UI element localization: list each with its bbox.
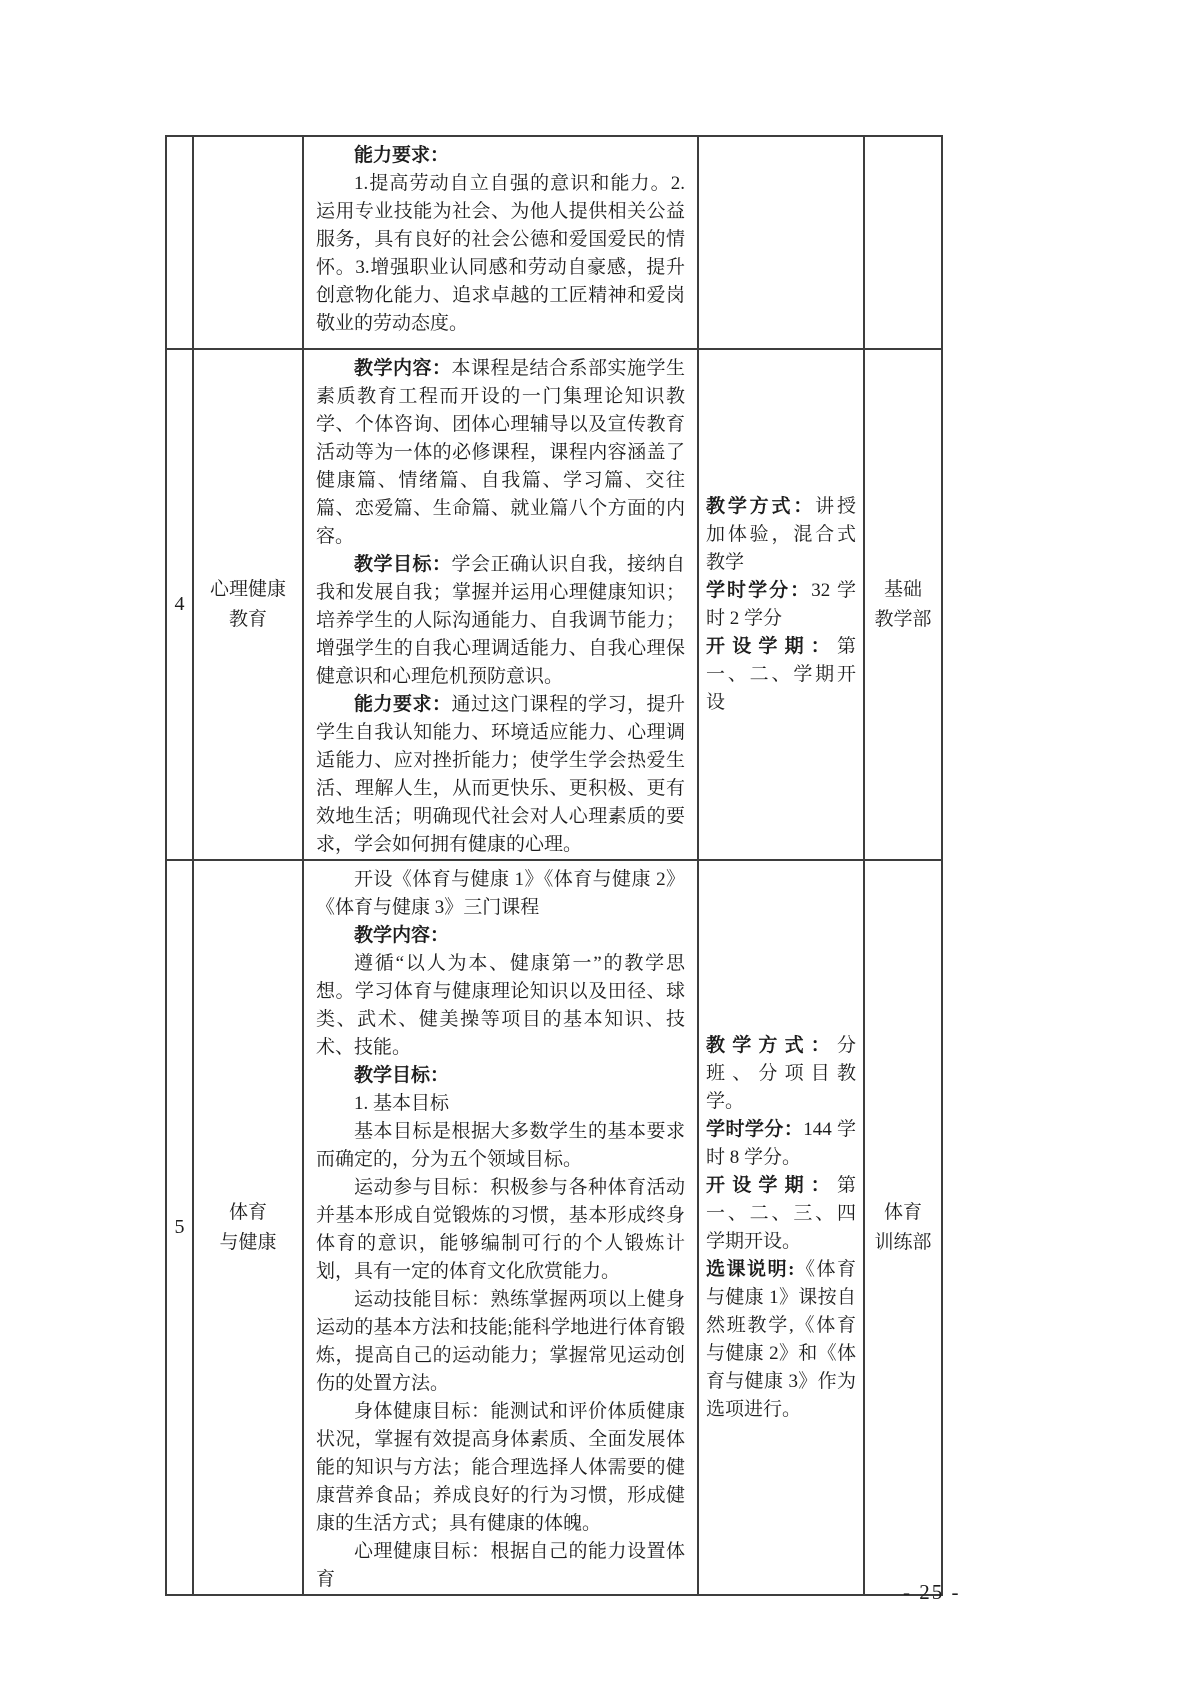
paragraph-label: 能力要求： [354,145,450,166]
row-number: 4 [174,593,185,615]
paragraph-text: 身体健康目标：能测试和评价体质健康状况，掌握有效提高身体素质、全面发展体能的知识与方法；能合理选择人体需要的健康营养食品；养成良好的行为习惯，形成健康的生活方式；具有健康的体魄。 [316,1401,685,1534]
content-paragraph [316,1174,685,1286]
department-line: 基础 [883,578,922,600]
row-seq-cell [166,349,193,860]
course-detail-cell [303,349,698,860]
course-name-cell [193,860,303,1595]
course-selection-note [706,1256,856,1424]
semester-item [706,1172,856,1256]
department-line: 体育 [883,1201,922,1223]
method-label: 开设学期： [706,635,837,657]
content-paragraph [316,1118,685,1174]
course-row-4 [166,349,942,860]
method-label: 学时学分： [706,1118,804,1140]
content-paragraph [316,1062,685,1090]
department-cell [864,349,942,860]
paragraph-label: 教学目标： [354,554,452,575]
content-paragraph [316,1398,685,1538]
method-label: 教学方式： [706,495,816,517]
paragraph-text: 本课程是结合系部实施学生素质教育工程而开设的一门集理论知识教学、个体咨询、团体心理辅导以及宣传教育活动等为一体的必修课程，课程内容涵盖了健康篇、情绪篇、自我篇、学习篇、交往篇、恋爱篇、生命篇、就业篇八个方面的内容。 [316,358,685,547]
content-paragraph [316,1090,685,1118]
content-paragraph [316,950,685,1062]
row-seq-cell [166,860,193,1595]
department-cell [864,860,942,1595]
course-name-line: 心理健康 [209,578,286,600]
paragraph-text: 1.提高劳动自立自强的意识和能力。2.运用专业技能为社会、为他人提供相关公益服务，具有良好的社会公德和爱国爱民的情怀。3.增强职业认同感和劳动自豪感，提升创意物化能力、追求卓越的工匠精神和爱岗敬业的劳动态度。 [316,173,685,334]
method-label: 学时学分： [706,579,812,601]
content-paragraph [316,1286,685,1398]
method-text: 第一、二、三、四学期开设。 [706,1174,856,1252]
paragraph-text: 运动技能目标：熟练掌握两项以上健身运动的基本方法和技能;能科学地进行体育锻炼，提高自己的运动能力；掌握常见运动创伤的处置方法。 [316,1289,685,1394]
method-text: 讲授加体验，混合式教学 [706,495,856,573]
hours-credits-item [706,577,856,633]
paragraph-label: 教学内容： [354,358,452,379]
teaching-info-cell [698,136,864,349]
department-line: 训练部 [874,1231,932,1253]
paragraph-text: 心理健康目标：根据自己的能力设置体育 [316,1541,685,1590]
paragraph-label: 教学目标： [354,1065,450,1086]
method-item [706,493,856,577]
method-text: 32 学时 2 学分 [706,579,856,629]
method-text: 分班、分项目教学。 [706,1034,856,1112]
method-label: 教学方式： [706,1034,837,1056]
semester-item [706,633,856,717]
curriculum-table [165,135,943,1596]
paragraph-text: 学会正确认识自我，接纳自我和发展自我；掌握并运用心理健康知识；培养学生的人际沟通能力、自我调节能力；增强学生的自我心理调适能力、自我心理保健意识和心理危机预防意识。 [316,554,685,687]
course-detail-cell [303,860,698,1595]
content-paragraph [316,1538,685,1594]
method-text: 第一、二、学期开设 [706,635,856,713]
row-seq-cell [166,136,193,349]
content-paragraph [316,866,685,922]
method-text: 《体育与健康 1》课按自然班教学,《体育与健康 2》和《体育与健康 3》作为选项进行。 [706,1258,856,1420]
method-label: 开设学期： [706,1174,837,1196]
method-label: 选课说明: [706,1258,795,1280]
content-paragraph [316,170,685,338]
paragraph-text: 遵循“以人为本、健康第一”的教学思想。学习体育与健康理论知识以及田径、球类、武术、健美操等项目的基本知识、技术、技能。 [316,953,685,1058]
paragraph-text: 运动参与目标：积极参与各种体育活动并基本形成自觉锻炼的习惯，基本形成终身体育的意识，能够编制可行的个人锻炼计划，具有一定的体育文化欣赏能力。 [316,1177,685,1282]
paragraph-label: 教学内容： [354,925,450,946]
paragraph-text: 通过这门课程的学习，提升学生自我认知能力、环境适应能力、心理调适能力、应对挫折能力；使学生学会热爱生活、理解人生，从而更快乐、更积极、更有效地生活；明确现代社会对人心理素质的要求，学会如何拥有健康的心理。 [316,694,685,855]
course-name-line: 教育 [228,608,267,630]
paragraph-text: 基本目标是根据大多数学生的基本要求而确定的，分为五个领域目标。 [316,1121,685,1170]
content-paragraph [316,355,685,551]
course-row-previous [166,136,942,349]
method-item [706,1032,856,1116]
content-paragraph [316,142,685,170]
hours-credits-item [706,1116,856,1172]
course-row-5 [166,860,942,1595]
paragraph-label: 能力要求： [354,694,452,715]
paragraph-text: 开设《体育与健康 1》《体育与健康 2》《体育与健康 3》三门课程 [316,869,685,918]
page-number: - 25 - [903,1580,961,1604]
content-paragraph [316,691,685,859]
content-paragraph [316,551,685,691]
course-name-cell [193,349,303,860]
content-paragraph [316,922,685,950]
course-detail-cell [303,136,698,349]
teaching-info-cell [698,860,864,1595]
method-text: 144 学时 8 学分。 [706,1118,856,1168]
row-number: 5 [174,1216,185,1238]
course-name-line: 体育 [228,1201,267,1223]
teaching-info-cell [698,349,864,860]
paragraph-text: 1. 基本目标 [354,1093,450,1114]
course-name-cell [193,136,303,349]
department-cell [864,136,942,349]
department-line: 教学部 [874,608,932,630]
course-name-line: 与健康 [219,1231,277,1253]
